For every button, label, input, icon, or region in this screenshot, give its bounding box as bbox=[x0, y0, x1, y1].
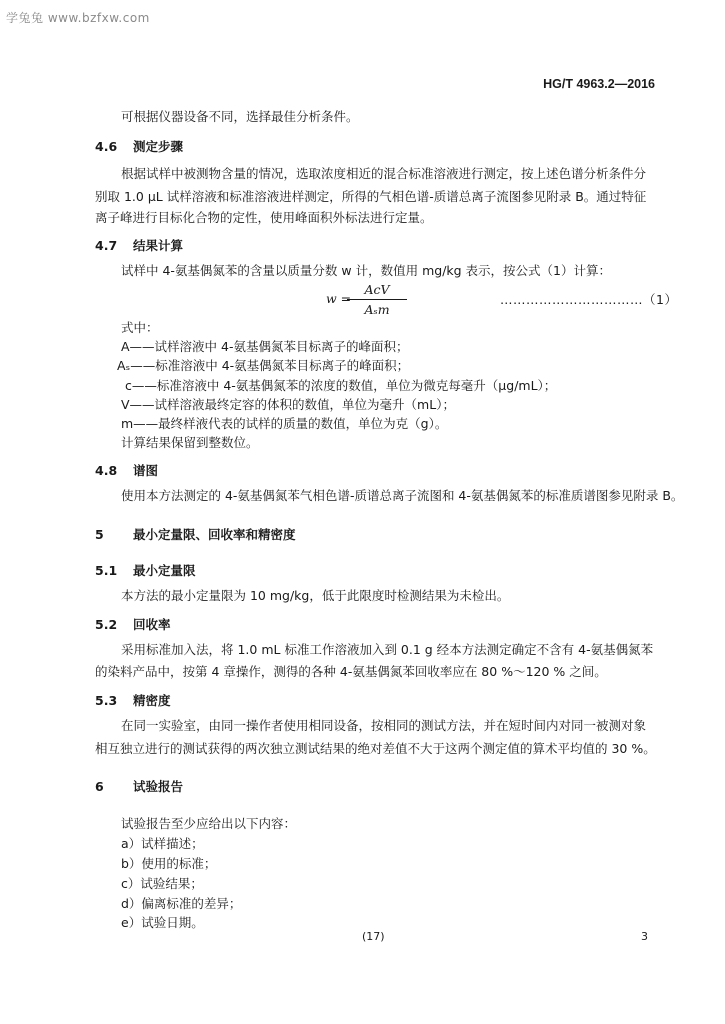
symbol-definition: A——试样溶液中 4-氨基偶氮苯目标离子的峰面积； bbox=[121, 339, 409, 354]
text-line: 采用标准加入法，将 1.0 mL 标准工作溶液加入到 0.1 g 经本方法测定确定不含有 4-氨基偶氮苯 bbox=[121, 642, 654, 657]
heading-number: 5.1 bbox=[95, 563, 118, 578]
heading-number: 4.8 bbox=[95, 463, 118, 478]
heading-4-8 bbox=[95, 461, 158, 479]
text-line: 离子峰进行目标化合物的定性，使用峰面积外标法进行定量。 bbox=[95, 210, 433, 225]
formula-lhs: w = bbox=[326, 291, 352, 306]
fraction-bar bbox=[347, 299, 407, 300]
text-line: 使用本方法测定的 4-氨基偶氮苯气相色谱-质谱总离子流图和 4-氨基偶氮苯的标准质谱图参见附录 B。 bbox=[121, 488, 684, 503]
heading-5-1 bbox=[95, 561, 196, 579]
heading-4-6 bbox=[95, 137, 183, 155]
heading-number: 4.7 bbox=[95, 238, 118, 253]
symbol-definition: m——最终样液代表的试样的质量的数值，单位为克（g）。 bbox=[121, 416, 448, 431]
heading-title: 试验报告 bbox=[133, 779, 184, 794]
text-line: 计算结果保留到整数位。 bbox=[121, 435, 259, 450]
list-item: d）偏离标准的差异； bbox=[121, 896, 242, 911]
heading-number: 4.6 bbox=[95, 139, 118, 154]
list-item: b）使用的标准； bbox=[121, 856, 217, 871]
symbol-definition: Aₛ——标准溶液中 4-氨基偶氮苯目标离子的峰面积； bbox=[117, 358, 410, 373]
page-number: 3 bbox=[641, 930, 648, 943]
text-line: 别取 1.0 μL 试样溶液和标准溶液进样测定，所得的气相色谱-质谱总离子流图参见附录 B。通过特征 bbox=[95, 189, 647, 204]
text-line: 试样中 4-氨基偶氮苯的含量以质量分数 w 计，数值用 mg/kg 表示，按公式（1）计算： bbox=[121, 263, 612, 278]
heading-title: 回收率 bbox=[133, 617, 171, 632]
text-line: 本方法的最小定量限为 10 mg/kg，低于此限度时检测结果为未检出。 bbox=[121, 588, 510, 603]
heading-title: 谱图 bbox=[133, 463, 159, 478]
heading-number: 6 bbox=[95, 779, 104, 794]
heading-title: 最小定量限、回收率和精密度 bbox=[133, 527, 296, 542]
equation-number: ……………………………（1） bbox=[500, 292, 678, 307]
list-item: e）试验日期。 bbox=[121, 915, 204, 930]
symbol-definition: c——标准溶液中 4-氨基偶氮苯的浓度的数值，单位为微克每毫升（μg/mL）； bbox=[125, 378, 557, 393]
heading-title: 最小定量限 bbox=[133, 563, 196, 578]
footer-sequence: (17) bbox=[362, 930, 385, 943]
heading-6 bbox=[95, 777, 183, 795]
list-item: c）试验结果； bbox=[121, 876, 203, 891]
text-line: 在同一实验室，由同一操作者使用相同设备，按相同的测试方法，并在短时间内对同一被测对象 bbox=[121, 718, 647, 733]
text-line: 试验报告至少应给出以下内容： bbox=[121, 816, 297, 831]
heading-number: 5 bbox=[95, 527, 104, 542]
heading-title: 测定步骤 bbox=[133, 139, 184, 154]
heading-4-7 bbox=[95, 236, 183, 254]
text-line: 式中： bbox=[121, 320, 159, 335]
heading-title: 结果计算 bbox=[133, 238, 184, 253]
heading-number: 5.3 bbox=[95, 693, 118, 708]
formula bbox=[326, 282, 407, 317]
heading-5 bbox=[95, 525, 296, 543]
standard-code: HG/T 4963.2—2016 bbox=[543, 77, 655, 91]
symbol-definition: V——试样溶液最终定容的体积的数值，单位为毫升（mL）； bbox=[121, 397, 455, 412]
text-line: 的染料产品中，按第 4 章操作，测得的各种 4-氨基偶氮苯回收率应在 80 %～120 % 之间。 bbox=[95, 664, 607, 679]
heading-number: 5.2 bbox=[95, 617, 118, 632]
heading-5-2 bbox=[95, 615, 171, 633]
watermark: 学兔兔 www.bzfxw.com bbox=[6, 11, 150, 25]
heading-title: 精密度 bbox=[133, 693, 171, 708]
heading-5-3 bbox=[95, 691, 171, 709]
list-item: a）试样描述； bbox=[121, 836, 204, 851]
text-line: 可根据仪器设备不同，选择最佳分析条件。 bbox=[121, 109, 359, 124]
formula-numerator: AcV bbox=[364, 282, 390, 297]
formula-denominator: Aₛm bbox=[364, 302, 390, 317]
text-line: 根据试样中被测物含量的情况，选取浓度相近的混合标准溶液进行测定，按上述色谱分析条件分 bbox=[121, 166, 647, 181]
text-line: 相互独立进行的测试获得的两次独立测试结果的绝对差值不大于这两个测定值的算术平均值的 30 %。 bbox=[95, 741, 656, 756]
